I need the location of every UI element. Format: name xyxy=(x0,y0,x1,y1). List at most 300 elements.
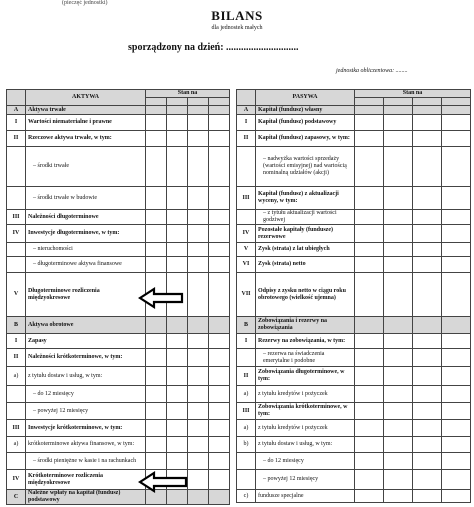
asset-value-cell[interactable] xyxy=(209,210,230,225)
asset-row xyxy=(7,470,230,490)
asset-row-marker: I xyxy=(7,334,26,349)
liability-value-cell[interactable] xyxy=(413,106,442,115)
asset-row-label: Należności krótkoterminowe, w tym: xyxy=(26,349,146,367)
liability-row xyxy=(237,386,471,403)
liability-row-marker xyxy=(237,470,256,490)
liability-row-label: z tytułu kredytów i pożyczek xyxy=(256,386,355,403)
asset-value-cell[interactable] xyxy=(209,349,230,367)
asset-value-cell[interactable] xyxy=(188,243,209,257)
asset-value-cell[interactable] xyxy=(167,131,188,147)
asset-value-cell[interactable] xyxy=(209,147,230,187)
liability-row-label: Zobowiązania i rezerwy na zobowiązania xyxy=(256,317,355,334)
liability-value-cell[interactable] xyxy=(413,225,442,243)
asset-value-cell[interactable] xyxy=(167,437,188,453)
liability-row-marker: b) xyxy=(237,437,256,453)
liability-value-cell[interactable] xyxy=(355,147,384,187)
asset-row-marker xyxy=(7,147,26,187)
asset-value-cell[interactable] xyxy=(146,187,167,210)
liability-value-cell[interactable] xyxy=(355,210,384,225)
asset-row-label: Zapasy xyxy=(26,334,146,349)
liability-value-cell[interactable] xyxy=(442,403,471,420)
liability-row xyxy=(237,453,471,470)
asset-value-cell[interactable] xyxy=(209,317,230,334)
asset-value-cell[interactable] xyxy=(209,453,230,470)
asset-row-label: Należności długoterminowe xyxy=(26,210,146,225)
page-title: BILANS xyxy=(211,8,263,23)
asset-value-cell[interactable] xyxy=(188,437,209,453)
asset-value-cell[interactable] xyxy=(188,317,209,334)
liability-value-cell[interactable] xyxy=(442,147,471,187)
asset-row-label: z tytułu dostaw i usług, w tym: xyxy=(26,367,146,386)
asset-row-label: Długoterminowe rozliczenia międzyokresowe xyxy=(26,273,146,317)
asset-row-marker: A xyxy=(7,106,26,115)
asset-row-marker: IV xyxy=(7,470,26,490)
liability-row xyxy=(237,470,471,490)
asset-value-cell[interactable] xyxy=(146,420,167,437)
liability-row-marker: A xyxy=(237,106,256,115)
asset-value-cell[interactable] xyxy=(167,317,188,334)
liability-row-marker xyxy=(237,349,256,367)
asset-value-cell[interactable] xyxy=(167,386,188,403)
liability-value-cell[interactable] xyxy=(355,349,384,367)
asset-value-cell[interactable] xyxy=(167,243,188,257)
liability-value-cell[interactable] xyxy=(442,490,471,503)
asset-row-label: – środki trwałe w budowie xyxy=(26,187,146,210)
liability-row-label: Odpisy z zysku netto w ciągu roku obrotowego (wielkość ujemna) xyxy=(256,273,355,317)
liabilities-rows xyxy=(237,106,471,503)
liability-value-cell[interactable] xyxy=(355,470,384,490)
liability-value-cell[interactable] xyxy=(384,453,413,470)
asset-row xyxy=(7,131,230,147)
asset-row-label: Aktywa obrotowe xyxy=(26,317,146,334)
asset-row xyxy=(7,334,230,349)
liabilities-table xyxy=(236,89,471,503)
liability-row xyxy=(237,243,471,257)
liability-value-cell[interactable] xyxy=(355,115,384,131)
assets-corner-cell xyxy=(7,90,26,106)
asset-row-marker: a) xyxy=(7,367,26,386)
liability-row xyxy=(237,490,471,503)
asset-row xyxy=(7,490,230,505)
liabilities-state-heading: Stan na xyxy=(355,90,471,98)
liability-row-marker: II xyxy=(237,131,256,147)
asset-row-label: – do 12 miesięcy xyxy=(26,386,146,403)
liability-row xyxy=(237,317,471,334)
asset-row xyxy=(7,367,230,386)
liability-row xyxy=(237,334,471,349)
liability-value-cell[interactable] xyxy=(384,147,413,187)
asset-row xyxy=(7,147,230,187)
liability-row-label: fundusze specjalne xyxy=(256,490,355,503)
assets-state-col xyxy=(209,98,230,106)
asset-value-cell[interactable] xyxy=(146,131,167,147)
asset-value-cell[interactable] xyxy=(209,115,230,131)
liability-value-cell[interactable] xyxy=(384,490,413,503)
asset-value-cell[interactable] xyxy=(146,147,167,187)
liability-value-cell[interactable] xyxy=(384,131,413,147)
liability-row-marker: IV xyxy=(237,225,256,243)
asset-row-marker: a) xyxy=(7,437,26,453)
liabilities-state-col xyxy=(355,98,384,106)
liabilities-heading: PASYWA xyxy=(256,90,355,106)
asset-value-cell[interactable] xyxy=(146,317,167,334)
asset-row xyxy=(7,210,230,225)
liability-row-marker: I xyxy=(237,334,256,349)
liability-value-cell[interactable] xyxy=(384,257,413,273)
asset-value-cell[interactable] xyxy=(188,453,209,470)
liability-value-cell[interactable] xyxy=(384,210,413,225)
asset-row-label: Inwestycje długoterminowe, w tym: xyxy=(26,225,146,243)
liability-row-label: Kapitał (fundusz) z aktualizacji wyceny, w tym: xyxy=(256,187,355,210)
liability-value-cell[interactable] xyxy=(413,349,442,367)
liability-value-cell[interactable] xyxy=(384,243,413,257)
liability-value-cell[interactable] xyxy=(384,386,413,403)
liability-row-marker: a) xyxy=(237,420,256,437)
liability-row xyxy=(237,225,471,243)
liability-row xyxy=(237,106,471,115)
assets-heading: AKTYWA xyxy=(26,90,146,106)
liability-value-cell[interactable] xyxy=(442,367,471,386)
liability-value-cell[interactable] xyxy=(442,386,471,403)
liability-value-cell[interactable] xyxy=(384,115,413,131)
asset-value-cell[interactable] xyxy=(188,403,209,420)
asset-row-label: Rzeczowe aktywa trwałe, w tym: xyxy=(26,131,146,147)
liability-value-cell[interactable] xyxy=(413,317,442,334)
asset-value-cell[interactable] xyxy=(146,453,167,470)
asset-row xyxy=(7,386,230,403)
liability-row-label: – rezerwa na świadczenia emerytalne i podobne xyxy=(256,349,355,367)
asset-row-marker: C xyxy=(7,490,26,505)
asset-row xyxy=(7,257,230,273)
liabilities-state-col xyxy=(442,98,471,106)
liability-row xyxy=(237,115,471,131)
asset-value-cell[interactable] xyxy=(146,349,167,367)
liability-value-cell[interactable] xyxy=(355,187,384,210)
liability-row-label: Rezerwy na zobowiązania, w tym: xyxy=(256,334,355,349)
asset-row-label: Krótkoterminowe rozliczenia międzyokresowe xyxy=(26,470,146,490)
liability-row-marker: B xyxy=(237,317,256,334)
asset-row-marker xyxy=(7,403,26,420)
liability-row xyxy=(237,273,471,317)
liability-value-cell[interactable] xyxy=(413,437,442,453)
assets-state-heading: Stan na xyxy=(146,90,230,98)
asset-value-cell[interactable] xyxy=(167,147,188,187)
asset-row xyxy=(7,243,230,257)
liability-value-cell[interactable] xyxy=(413,490,442,503)
asset-value-cell[interactable] xyxy=(209,225,230,243)
liability-value-cell[interactable] xyxy=(355,367,384,386)
liability-row-label: – do 12 miesięcy xyxy=(256,453,355,470)
liability-value-cell[interactable] xyxy=(442,453,471,470)
liability-value-cell[interactable] xyxy=(355,273,384,317)
liability-value-cell[interactable] xyxy=(355,257,384,273)
liability-row-label: – nadwyżka wartości sprzedaży (wartości emisyjnej) nad wartością nominalną udziałów (akcji) xyxy=(256,147,355,187)
asset-value-cell[interactable] xyxy=(188,115,209,131)
asset-value-cell[interactable] xyxy=(209,437,230,453)
liability-value-cell[interactable] xyxy=(442,257,471,273)
asset-value-cell[interactable] xyxy=(188,187,209,210)
liability-value-cell[interactable] xyxy=(384,420,413,437)
asset-value-cell[interactable] xyxy=(146,367,167,386)
page-subtitle: dla jednostek małych xyxy=(211,25,263,31)
asset-row-label: – środki trwałe xyxy=(26,147,146,187)
liability-row-label: z tytułu kredytów i pożyczek xyxy=(256,420,355,437)
asset-row-label: – nieruchomości xyxy=(26,243,146,257)
liability-value-cell[interactable] xyxy=(355,334,384,349)
asset-value-cell[interactable] xyxy=(209,257,230,273)
asset-row xyxy=(7,437,230,453)
liability-value-cell[interactable] xyxy=(384,403,413,420)
drawn-up-date-line: sporządzony na dzień: ............................. xyxy=(128,42,299,53)
asset-row-label: krótkoterminowe aktywa finansowe, w tym: xyxy=(26,437,146,453)
liability-value-cell[interactable] xyxy=(413,273,442,317)
asset-row-marker xyxy=(7,453,26,470)
liability-row-label: Kapitał (fundusz) podstawowy xyxy=(256,115,355,131)
assets-table xyxy=(6,89,230,505)
liability-row xyxy=(237,187,471,210)
asset-value-cell[interactable] xyxy=(188,367,209,386)
asset-value-cell[interactable] xyxy=(167,210,188,225)
assets-state-col xyxy=(188,98,209,106)
liability-value-cell[interactable] xyxy=(413,403,442,420)
liability-row-marker: III xyxy=(237,187,256,210)
liability-value-cell[interactable] xyxy=(413,243,442,257)
asset-value-cell[interactable] xyxy=(167,420,188,437)
asset-value-cell[interactable] xyxy=(188,225,209,243)
asset-value-cell[interactable] xyxy=(146,225,167,243)
arrow-left-icon xyxy=(138,287,184,309)
liability-value-cell[interactable] xyxy=(442,210,471,225)
liabilities-state-col xyxy=(384,98,413,106)
liability-value-cell[interactable] xyxy=(442,470,471,490)
liability-value-cell[interactable] xyxy=(442,131,471,147)
asset-row-marker: I xyxy=(7,115,26,131)
liability-value-cell[interactable] xyxy=(355,243,384,257)
liability-value-cell[interactable] xyxy=(442,334,471,349)
asset-value-cell[interactable] xyxy=(188,386,209,403)
asset-row-label: – środki pieniężne w kasie i na rachunkach xyxy=(26,453,146,470)
asset-row xyxy=(7,115,230,131)
liability-value-cell[interactable] xyxy=(442,317,471,334)
liability-row-label: Zysk (strata) z lat ubiegłych xyxy=(256,243,355,257)
asset-row-label: – powyżej 12 miesięcy xyxy=(26,403,146,420)
liability-value-cell[interactable] xyxy=(384,106,413,115)
liability-row xyxy=(237,147,471,187)
asset-value-cell[interactable] xyxy=(188,106,209,115)
assets-state-col xyxy=(167,98,188,106)
liability-value-cell[interactable] xyxy=(384,437,413,453)
asset-row-marker xyxy=(7,187,26,210)
liability-value-cell[interactable] xyxy=(442,349,471,367)
asset-value-cell[interactable] xyxy=(167,367,188,386)
liability-row-marker: a) xyxy=(237,386,256,403)
liability-value-cell[interactable] xyxy=(413,334,442,349)
liability-row xyxy=(237,403,471,420)
asset-value-cell[interactable] xyxy=(209,420,230,437)
liability-value-cell[interactable] xyxy=(413,210,442,225)
asset-value-cell[interactable] xyxy=(167,334,188,349)
asset-value-cell[interactable] xyxy=(146,437,167,453)
liability-value-cell[interactable] xyxy=(355,420,384,437)
company-stamp-label: (pieczęć jednostki) xyxy=(62,0,108,6)
asset-value-cell[interactable] xyxy=(188,490,209,505)
asset-row xyxy=(7,349,230,367)
liability-row-marker: I xyxy=(237,115,256,131)
liability-value-cell[interactable] xyxy=(413,453,442,470)
asset-value-cell[interactable] xyxy=(188,334,209,349)
asset-row xyxy=(7,453,230,470)
liability-value-cell[interactable] xyxy=(384,349,413,367)
liability-value-cell[interactable] xyxy=(384,334,413,349)
asset-row-label: Wartości niematerialne i prawne xyxy=(26,115,146,131)
liabilities-corner-cell xyxy=(237,90,256,106)
liability-row-marker: III xyxy=(237,403,256,420)
liability-value-cell[interactable] xyxy=(442,115,471,131)
asset-row-marker xyxy=(7,257,26,273)
asset-value-cell[interactable] xyxy=(167,225,188,243)
liability-value-cell[interactable] xyxy=(384,317,413,334)
liability-value-cell[interactable] xyxy=(355,437,384,453)
asset-value-cell[interactable] xyxy=(167,115,188,131)
asset-value-cell[interactable] xyxy=(146,243,167,257)
asset-value-cell[interactable] xyxy=(209,470,230,490)
liability-row xyxy=(237,210,471,225)
asset-row xyxy=(7,225,230,243)
asset-value-cell[interactable] xyxy=(188,210,209,225)
asset-value-cell[interactable] xyxy=(167,187,188,210)
arrow-left-icon xyxy=(138,471,188,493)
liability-value-cell[interactable] xyxy=(442,106,471,115)
asset-row-label: Aktywa trwałe xyxy=(26,106,146,115)
asset-value-cell[interactable] xyxy=(146,106,167,115)
liability-row-label: Zysk (strata) netto xyxy=(256,257,355,273)
liability-row-marker xyxy=(237,147,256,187)
asset-row-marker xyxy=(7,243,26,257)
asset-row-marker: II xyxy=(7,349,26,367)
liability-row-marker: c) xyxy=(237,490,256,503)
asset-value-cell[interactable] xyxy=(209,187,230,210)
liability-value-cell[interactable] xyxy=(413,257,442,273)
liability-value-cell[interactable] xyxy=(413,386,442,403)
asset-row xyxy=(7,420,230,437)
liability-row xyxy=(237,437,471,453)
liability-row xyxy=(237,420,471,437)
liability-row-label: Kapitał (fundusz) własny xyxy=(256,106,355,115)
liability-value-cell[interactable] xyxy=(355,386,384,403)
liability-value-cell[interactable] xyxy=(355,490,384,503)
liability-row xyxy=(237,367,471,386)
asset-value-cell[interactable] xyxy=(209,386,230,403)
asset-value-cell[interactable] xyxy=(167,403,188,420)
liability-value-cell[interactable] xyxy=(384,367,413,386)
asset-value-cell[interactable] xyxy=(167,453,188,470)
liability-row xyxy=(237,131,471,147)
liability-value-cell[interactable] xyxy=(413,147,442,187)
asset-row-label: – długoterminowe aktywa finansowe xyxy=(26,257,146,273)
asset-value-cell[interactable] xyxy=(146,334,167,349)
asset-value-cell[interactable] xyxy=(209,367,230,386)
asset-value-cell[interactable] xyxy=(146,403,167,420)
asset-value-cell[interactable] xyxy=(146,115,167,131)
liability-row-marker xyxy=(237,453,256,470)
liability-value-cell[interactable] xyxy=(355,317,384,334)
asset-value-cell[interactable] xyxy=(146,386,167,403)
liability-row-label: Zobowiązania długoterminowe, w tym: xyxy=(256,367,355,386)
asset-row-marker: II xyxy=(7,131,26,147)
assets-state-col xyxy=(146,98,167,106)
liability-value-cell[interactable] xyxy=(355,225,384,243)
asset-row-label: Inwestycje krótkoterminowe, w tym: xyxy=(26,420,146,437)
liability-value-cell[interactable] xyxy=(442,187,471,210)
asset-value-cell[interactable] xyxy=(209,334,230,349)
liability-value-cell[interactable] xyxy=(384,187,413,210)
liability-row-marker: VI xyxy=(237,257,256,273)
liability-value-cell[interactable] xyxy=(355,403,384,420)
liability-row-label: – powyżej 12 miesięcy xyxy=(256,470,355,490)
asset-value-cell[interactable] xyxy=(209,131,230,147)
liability-value-cell[interactable] xyxy=(413,115,442,131)
asset-value-cell[interactable] xyxy=(167,257,188,273)
liability-value-cell[interactable] xyxy=(442,273,471,317)
liability-value-cell[interactable] xyxy=(413,367,442,386)
liability-value-cell[interactable] xyxy=(413,420,442,437)
asset-row-marker: V xyxy=(7,273,26,317)
asset-value-cell[interactable] xyxy=(188,470,209,490)
asset-value-cell[interactable] xyxy=(188,420,209,437)
asset-value-cell[interactable] xyxy=(209,243,230,257)
liability-value-cell[interactable] xyxy=(442,243,471,257)
liability-row xyxy=(237,349,471,367)
asset-value-cell[interactable] xyxy=(209,106,230,115)
liability-value-cell[interactable] xyxy=(442,225,471,243)
asset-value-cell[interactable] xyxy=(167,106,188,115)
liability-row xyxy=(237,257,471,273)
asset-row-marker xyxy=(7,386,26,403)
asset-value-cell[interactable] xyxy=(209,273,230,317)
liability-value-cell[interactable] xyxy=(384,273,413,317)
liability-value-cell[interactable] xyxy=(355,453,384,470)
liability-value-cell[interactable] xyxy=(413,131,442,147)
asset-row xyxy=(7,106,230,115)
asset-value-cell[interactable] xyxy=(209,490,230,505)
liability-value-cell[interactable] xyxy=(442,437,471,453)
liability-value-cell[interactable] xyxy=(384,225,413,243)
asset-value-cell[interactable] xyxy=(188,131,209,147)
asset-value-cell[interactable] xyxy=(188,147,209,187)
liability-value-cell[interactable] xyxy=(384,470,413,490)
liability-value-cell[interactable] xyxy=(413,187,442,210)
asset-value-cell[interactable] xyxy=(167,349,188,367)
asset-value-cell[interactable] xyxy=(188,257,209,273)
liability-value-cell[interactable] xyxy=(442,420,471,437)
asset-row xyxy=(7,273,230,317)
asset-row xyxy=(7,187,230,210)
liability-value-cell[interactable] xyxy=(355,106,384,115)
asset-value-cell[interactable] xyxy=(188,273,209,317)
asset-value-cell[interactable] xyxy=(188,349,209,367)
asset-value-cell[interactable] xyxy=(209,403,230,420)
asset-row-marker: IV xyxy=(7,225,26,243)
liability-row-marker: II xyxy=(237,367,256,386)
liability-value-cell[interactable] xyxy=(413,470,442,490)
asset-value-cell[interactable] xyxy=(146,257,167,273)
asset-value-cell[interactable] xyxy=(146,210,167,225)
liability-value-cell[interactable] xyxy=(355,131,384,147)
asset-row xyxy=(7,403,230,420)
liability-row-label: Zobowiązania krótkoterminowe, w tym: xyxy=(256,403,355,420)
liability-row-marker: V xyxy=(237,243,256,257)
assets-rows xyxy=(7,106,230,505)
